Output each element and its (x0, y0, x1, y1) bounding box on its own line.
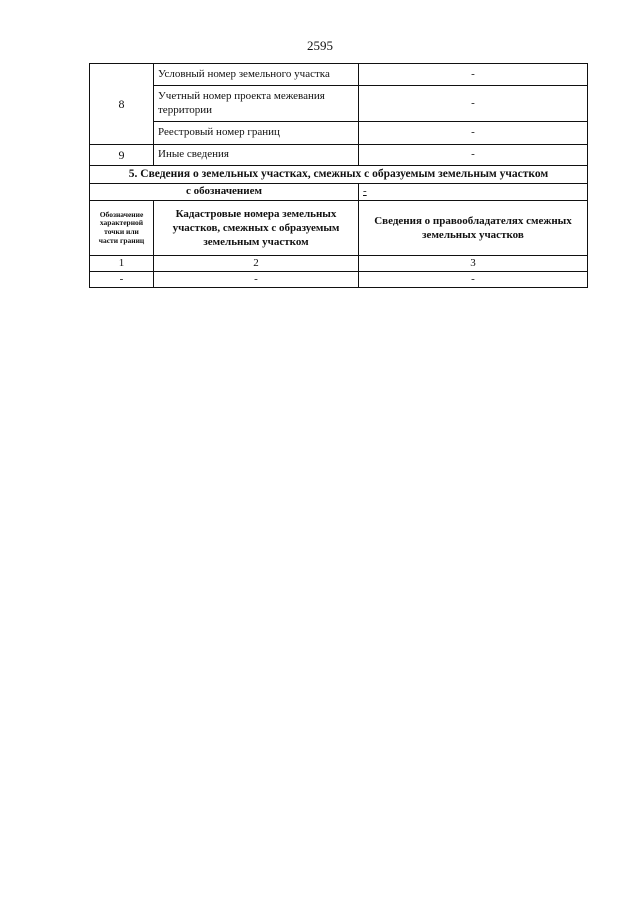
table-row (90, 184, 588, 201)
other-info-label: Иные сведения (154, 145, 359, 166)
section-5-title: 5. Сведения о земельных участках, смежных с образуемым земельным участком (90, 166, 588, 184)
column-number-1: 1 (90, 256, 154, 272)
land-plot-info-table (89, 63, 588, 288)
table-row (90, 272, 588, 288)
header-cadastral-numbers: Кадастровые номера земельных участков, смежных с образуемым земельным участком (154, 201, 359, 256)
designation-value: - (359, 184, 588, 201)
designation-label: с обозначением (90, 184, 359, 201)
survey-project-number-value: - (359, 86, 588, 122)
page-number: 2595 (307, 38, 333, 53)
cell-owners-info: - (359, 272, 588, 288)
table-row (90, 122, 588, 145)
registry-border-number-value: - (359, 122, 588, 145)
conditional-number-label: Условный номер земельного участка (154, 64, 359, 86)
cell-cadastral-numbers: - (154, 272, 359, 288)
table-row (90, 256, 588, 272)
survey-project-number-label: Учетный номер проекта межевания территории (154, 86, 359, 122)
other-info-value: - (359, 145, 588, 166)
table-row (90, 145, 588, 166)
cell-point-designation: - (90, 272, 154, 288)
column-number-2: 2 (154, 256, 359, 272)
column-number-3: 3 (359, 256, 588, 272)
header-owners-info: Сведения о правообладателях смежных земельных участков (359, 201, 588, 256)
row-number-8: 8 (90, 64, 154, 145)
table-row (90, 64, 588, 86)
header-point-designation: Обозначение характерной точки или части границ (90, 201, 154, 256)
registry-border-number-label: Реестровый номер границ (154, 122, 359, 145)
conditional-number-value: - (359, 64, 588, 86)
table-row (90, 166, 588, 184)
table-header-row (90, 201, 588, 256)
table-row (90, 86, 588, 122)
row-number-9: 9 (90, 145, 154, 166)
